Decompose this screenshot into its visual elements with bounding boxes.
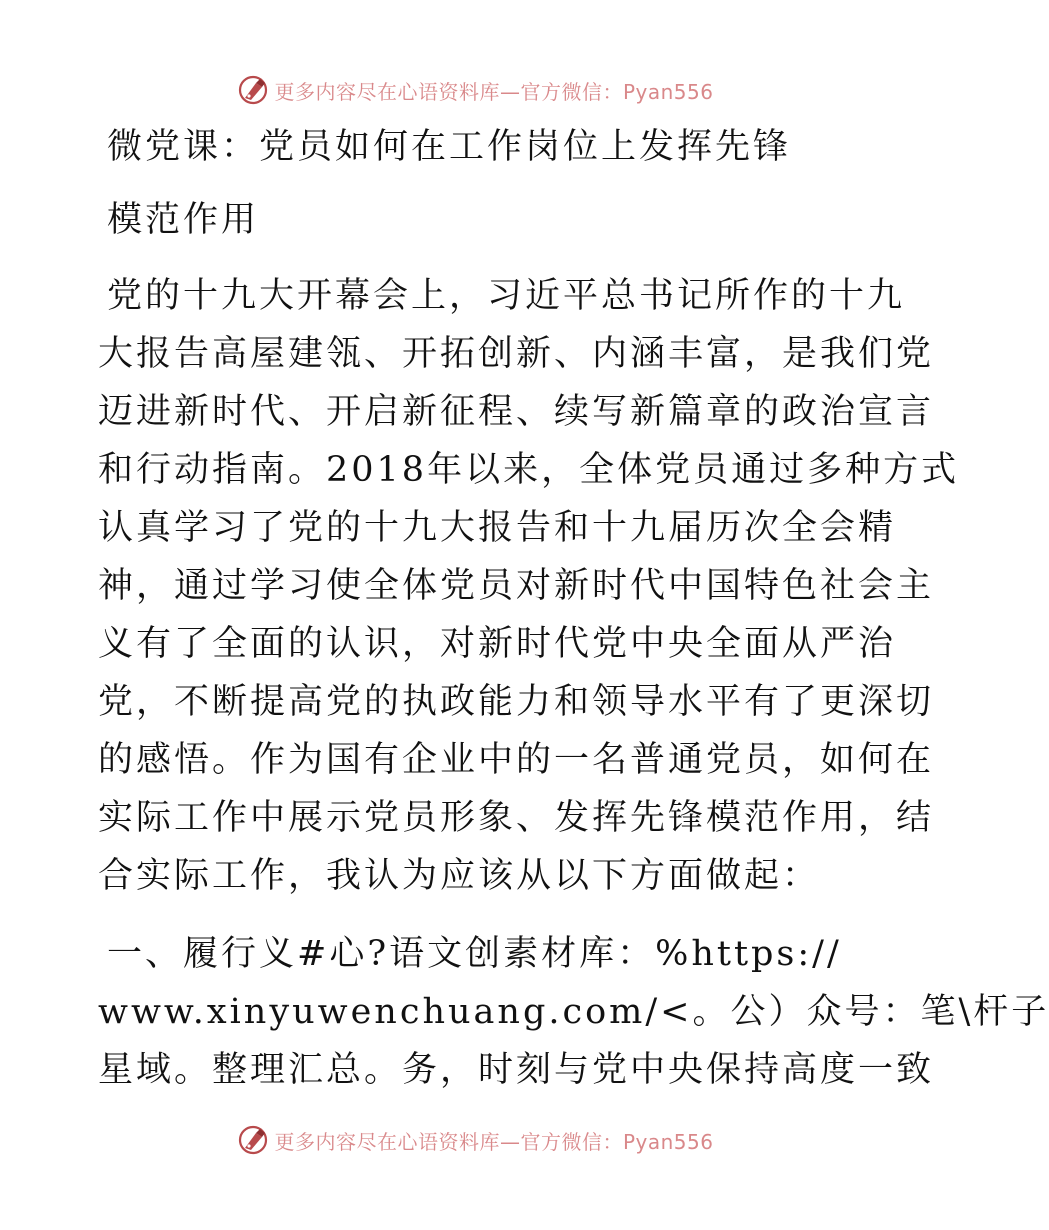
footer-banner <box>0 1120 950 1160</box>
paragraph-line: 和行动指南。2018年以来，全体党员通过多种方式 <box>98 450 960 490</box>
paragraph-line: 神，通过学习使全体党员对新时代中国特色社会主 <box>98 566 935 606</box>
paragraph-line: 实际工作中展示党员形象、发挥先锋模范作用，结 <box>98 798 935 838</box>
section-line: www.xinyuwenchuang.com/<。公）众号：笔\杆子 <box>98 992 1049 1032</box>
header-banner <box>0 70 950 110</box>
paragraph-line: 义有了全面的认识，对新时代党中央全面从严治 <box>98 624 897 664</box>
paragraph-line: 认真学习了党的十九大报告和十九届历次全会精 <box>98 508 897 548</box>
paragraph-line: 的感悟。作为国有企业中的一名普通党员，如何在 <box>98 740 935 780</box>
header-banner-text: 更多内容尽在心语资料库—官方微信：Pyan556 <box>274 79 714 104</box>
paragraph-line: 党的十九大开幕会上，习近平总书记所作的十九 <box>107 276 906 316</box>
section-line: 星域。整理汇总。务，时刻与党中央保持高度一致 <box>98 1050 935 1090</box>
footer-banner-text: 更多内容尽在心语资料库—官方微信：Pyan556 <box>274 1129 714 1154</box>
section-line: 一、履行义#心?语文创素材库：%https:// <box>107 934 842 974</box>
paragraph-line: 党，不断提高党的执政能力和领导水平有了更深切 <box>98 682 935 722</box>
paragraph-line: 大报告高屋建瓴、开拓创新、内涵丰富，是我们党 <box>98 334 935 374</box>
paragraph-line: 合实际工作，我认为应该从以下方面做起： <box>98 856 821 896</box>
doc-title-line-1: 微党课：党员如何在工作岗位上发挥先锋 <box>107 127 792 167</box>
doc-title-line-2: 模范作用 <box>107 200 260 240</box>
paragraph-line: 迈进新时代、开启新征程、续写新篇章的政治宣言 <box>98 392 935 432</box>
pen-nib-icon <box>236 1123 270 1157</box>
pen-nib-icon <box>236 73 270 107</box>
